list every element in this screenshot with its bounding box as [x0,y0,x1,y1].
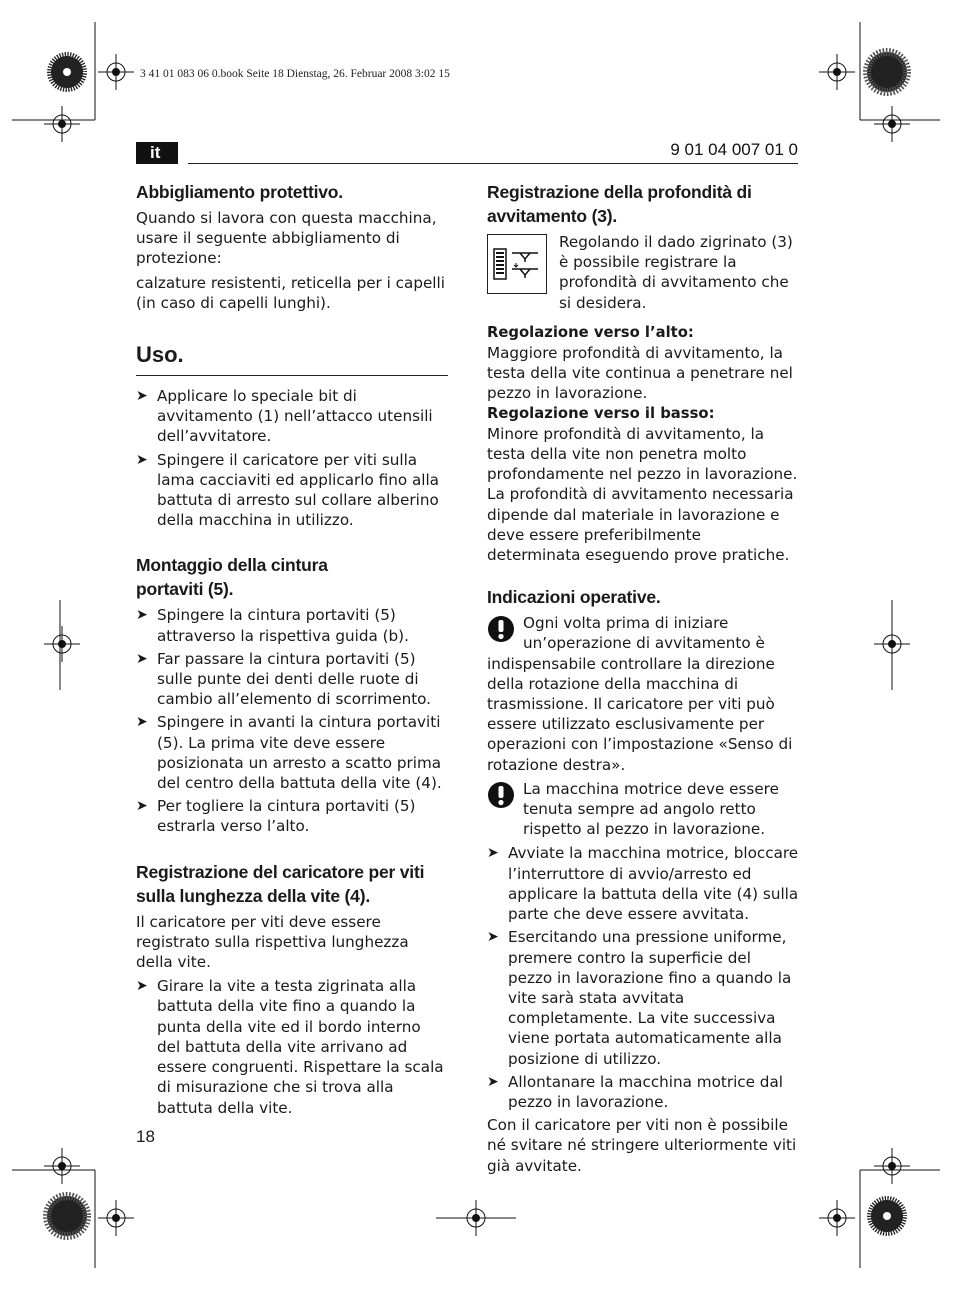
warning-paragraph: Ogni volta prima di iniziare un’operazione di avvitamento è indispensabile controllare la direzione della rotazione della macchina di trasmissione. Il caricatore per viti può essere utilizzato esclusivamente per operazioni con l’impostazione «Senso di rotazione destra». [487,614,793,774]
crosshair-targets [44,54,910,1236]
sub-label-down: Regolazione verso il basso: [487,404,715,422]
list-item: ➤ Esercitando una pressione uniforme, premere contro la superficie del pezzo in lavorazione fino a quando la vite sarà stata avvitata completamente. La vite successiva viene portata automaticamente alla posizione di utilizzo. [487,928,792,1068]
list-item: ➤ Spingere il caricatore per viti sulla lama cacciaviti ed applicarlo fino alla battuta di arresto sul collare alberino della macchina in utilizzo. [136,450,439,530]
section-title-uso: Uso. [136,341,448,376]
arrow-bullet-icon: ➤ [136,798,148,815]
sub-label-up: Regolazione verso l’alto: [487,323,694,341]
list-item: ➤ Far passare la cintura portaviti (5) sulle punte dei denti delle ruote di cambio all’elemento di scorrimento. [136,649,432,709]
list-item: ➤ Spingere in avanti la cintura portaviti (5). La prima vite deve essere posizionata un arresto a scatto prima del centro della battuta della vite (4). [136,713,442,793]
document-number: 9 01 04 007 01 0 [670,140,798,159]
arrow-bullet-icon: ➤ [487,1073,499,1090]
arrow-bullet-icon: ➤ [136,451,148,468]
paragraph: Il caricatore per viti deve essere registrato sulla rispettiva lunghezza della vite. [136,912,409,972]
language-badge: it [136,142,178,164]
arrow-bullet-icon: ➤ [136,714,148,731]
arrow-bullet-icon: ➤ [136,388,148,405]
warning-paragraph: La macchina motrice deve essere tenuta sempre ad angolo retto rispetto al pezzo in lavorazione. [523,779,779,839]
list-item: ➤ Allontanare la macchina motrice dal pezzo in lavorazione. [487,1072,783,1111]
paragraph: La profondità di avvitamento necessaria dipende dal materiale in lavorazione e deve essere preferibilmente determinata eseguendo prove pratiche. [487,485,794,565]
paragraph: Maggiore profondità di avvitamento, la testa della vite continua a penetrare nel pezzo in lavorazione. [487,344,793,403]
section-title-operating-notes: Indicazioni operative. [487,587,661,608]
list-item: ➤ Per togliere la cintura portaviti (5) estrarla verso l’alto. [136,797,416,836]
paragraph: Con il caricatore per viti non è possibile né svitare né stringere ulteriormente viti già avvitate. [487,1116,797,1175]
section-title-screw-length: Registrazione del caricatore per viti sulla lunghezza della vite (4). [136,861,425,906]
print-meta-line: 3 41 01 083 06 0.book Seite 18 Dienstag, 26. Februar 2008 3:02 15 [140,68,450,80]
paragraph: calzature resistenti, reticella per i capelli (in caso di capelli lunghi). [136,273,445,312]
section-title-belt-mounting: Montaggio della cintura portaviti (5). [136,555,328,600]
list-item: ➤ Avviate la macchina motrice, bloccare l’interruttore di avvio/arresto ed applicare la battuta della vite (4) sulla parte che deve essere avvitata. [487,844,799,924]
paragraph: Quando si lavora con questa macchina, usare il seguente abbigliamento di protezione: [136,209,437,268]
starburst-targets [47,52,907,1236]
list-item: ➤ Applicare lo speciale bit di avvitamento (1) nell’attacco utensili dell’avvitatore. [136,387,433,446]
arrow-bullet-icon: ➤ [136,607,148,624]
arrow-bullet-icon: ➤ [136,978,148,995]
arrow-bullet-icon: ➤ [136,650,148,667]
list-item: ➤ Spingere la cintura portaviti (5) attraverso la rispettiva guida (b). [136,606,409,645]
arrow-bullet-icon: ➤ [487,929,499,946]
section-title-protective-clothing: Abbigliamento protettivo. [136,182,343,202]
arrow-bullet-icon: ➤ [487,845,499,862]
page-number: 18 [136,1127,155,1146]
list-item: ➤ Girare la vite a testa zigrinata alla battuta della vite fino a quando la punta della vite ed il bordo interno del battuta della vite arrivano ad essere congruenti. Rispettare la scala di misurazione che si trova alla battuta della vite. [136,977,444,1117]
paragraph: Regolando il dado zigrinato (3) è possibile registrare la profondità di avvitamento che si desidera. [559,233,793,312]
paragraph: Minore profondità di avvitamento, la testa della vite non penetra molto profondamente nel pezzo in lavorazione. [487,424,798,484]
section-title-depth: Registrazione della profondità di avvitamento (3). [487,182,752,226]
